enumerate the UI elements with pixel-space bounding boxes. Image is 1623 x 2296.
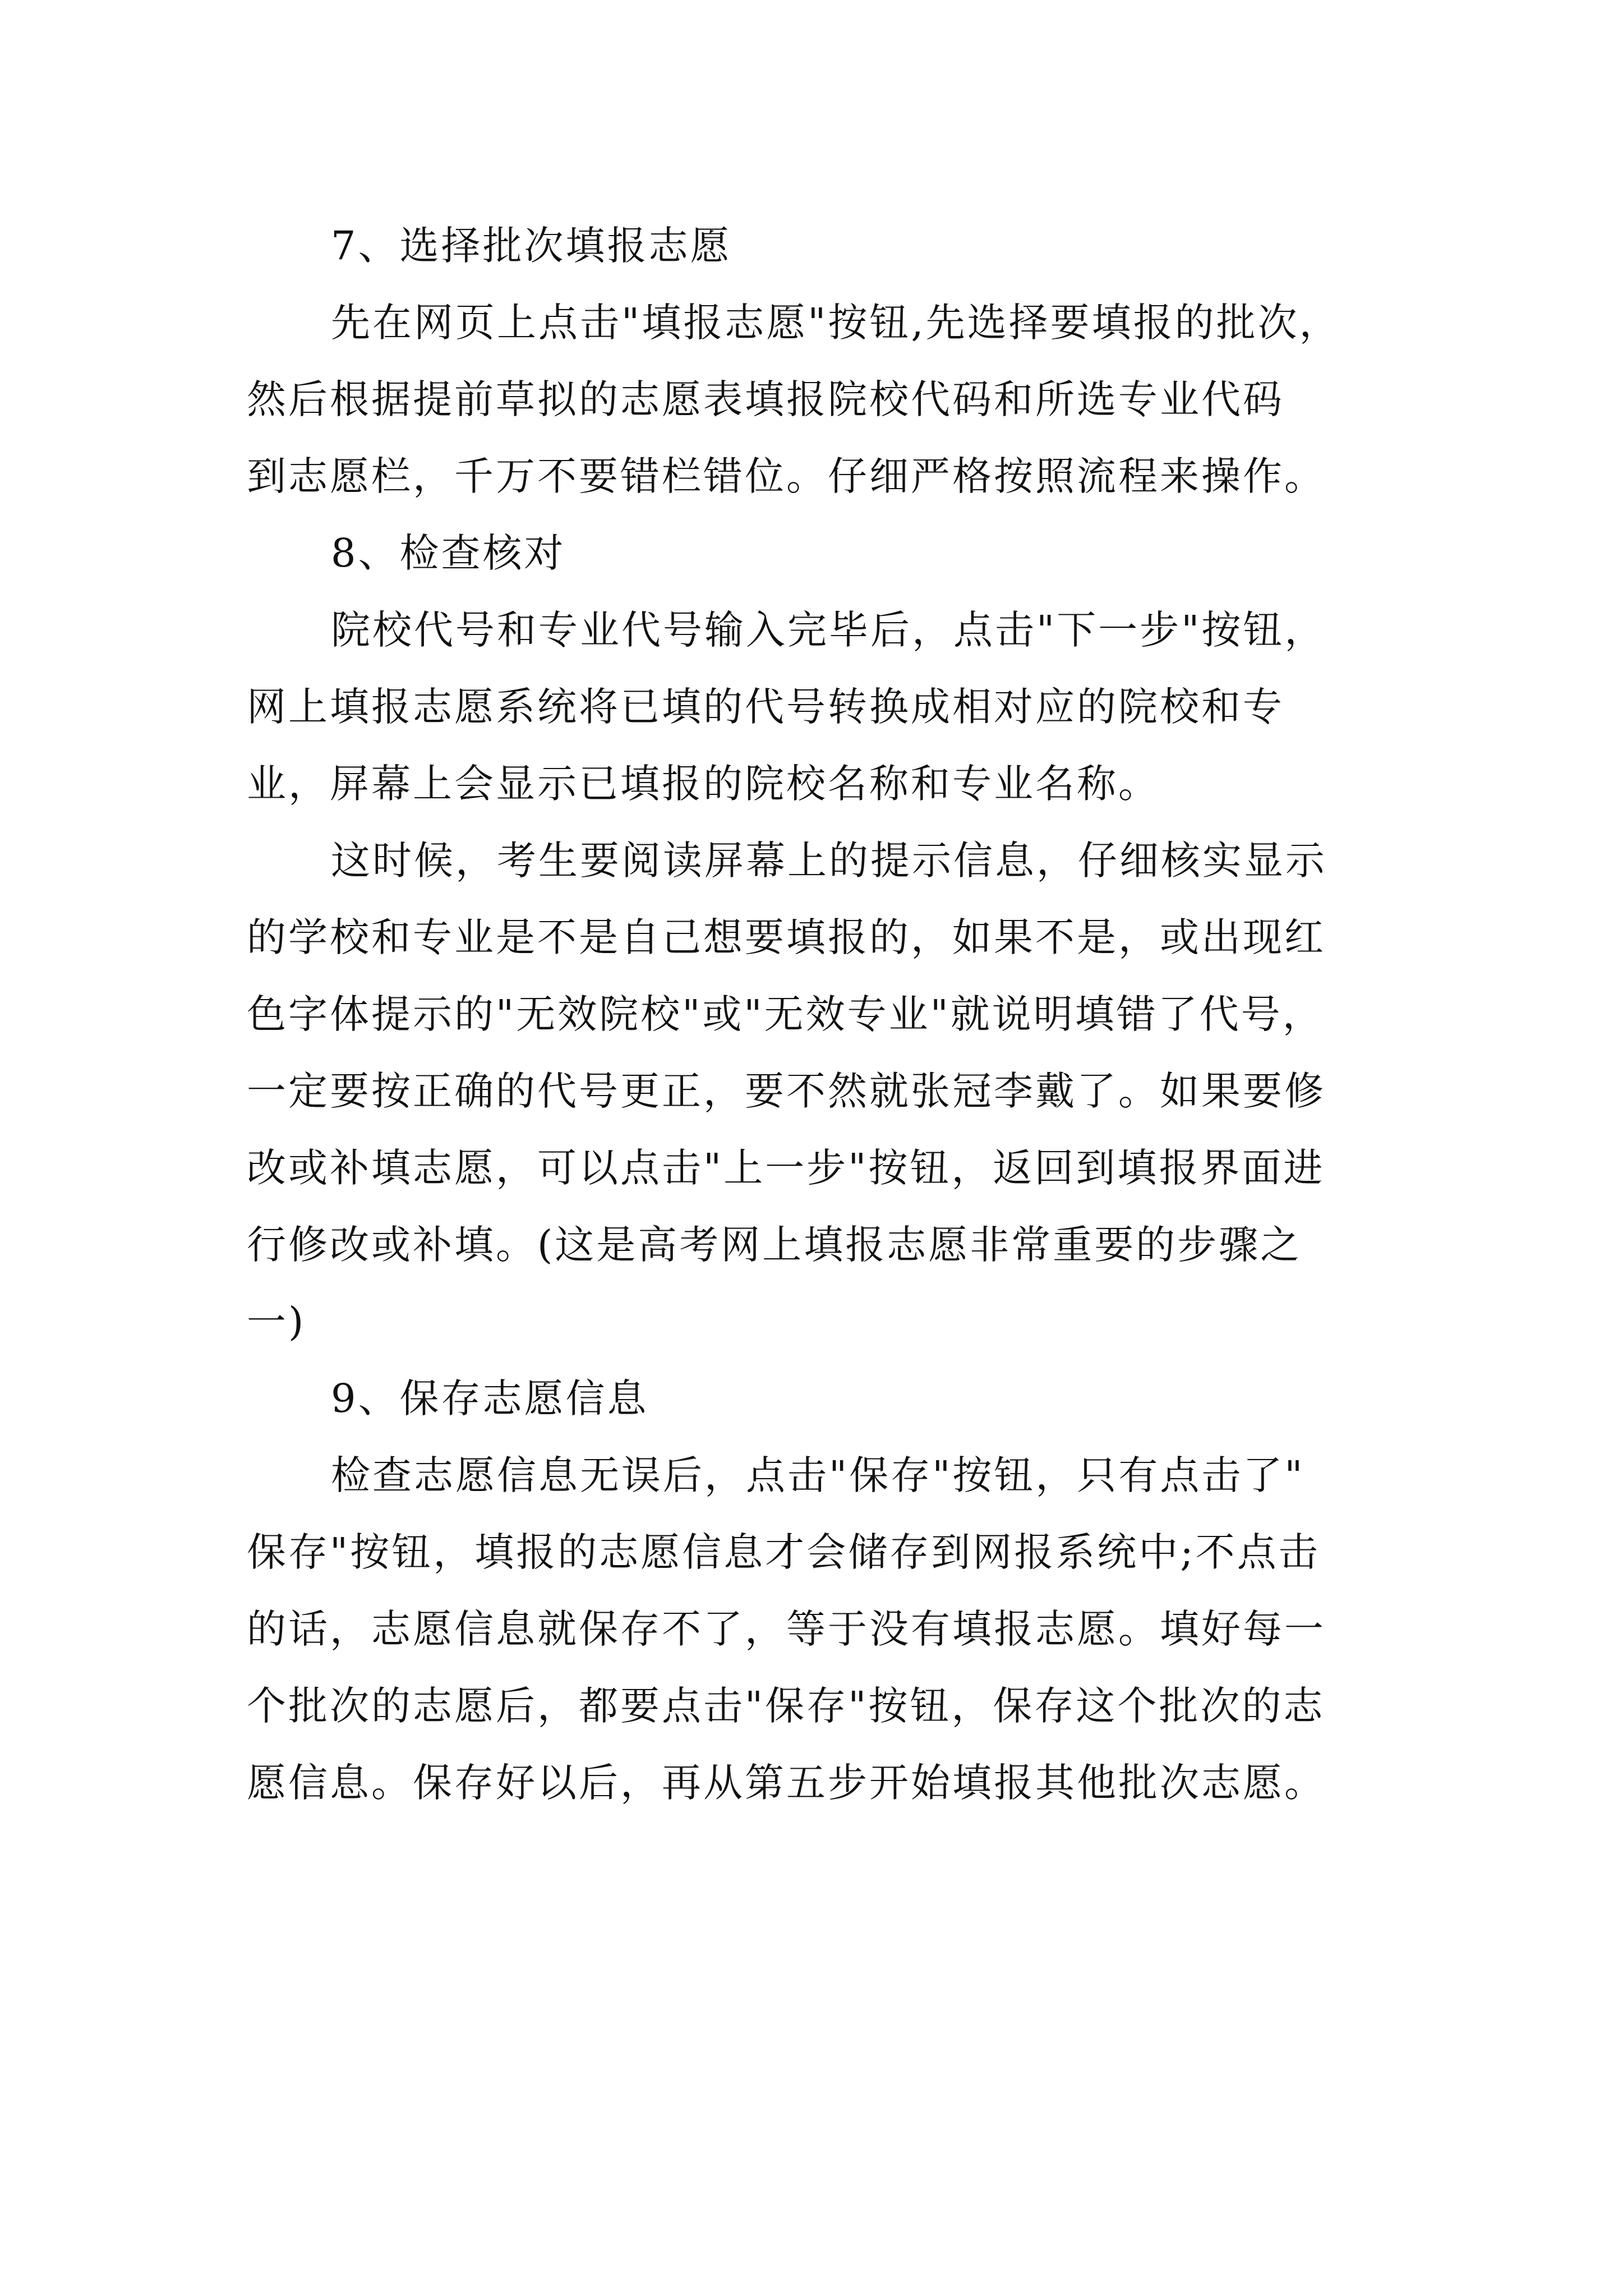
paragraph-line: 色字体提示的"无效院校"或"无效专业"就说明填错了代号，: [247, 991, 1324, 1037]
paragraph-line: 一定要按正确的代号更正，要不然就张冠李戴了。如果要修: [247, 1068, 1326, 1114]
paragraph-line: 行修改或补填。(这是高考网上填报志愿非常重要的步骤之: [247, 1222, 1302, 1268]
section-heading-7: 7、选择批次填报志愿: [331, 223, 732, 269]
section-heading-9: 9、保存志愿信息: [331, 1375, 649, 1421]
paragraph-line: 改或补填志愿，可以点击"上一步"按钮，返回到填报界面进: [247, 1145, 1325, 1191]
paragraph-line: 到志愿栏，千万不要错栏错位。仔细严格按照流程来操作。: [247, 453, 1326, 499]
paragraph-line: 检查志愿信息无误后，点击"保存"按钮，只有点击了": [331, 1452, 1305, 1498]
paragraph-line: 愿信息。保存好以后，再从第五步开始填报其他批次志愿。: [247, 1760, 1326, 1806]
paragraph-line: 保存"按钮，填报的志愿信息才会储存到网报系统中;不点击: [247, 1529, 1320, 1575]
paragraph-line: 网上填报志愿系统将已填的代号转换成相对应的院校和专: [247, 684, 1284, 730]
document-body: [247, 208, 1391, 1821]
paragraph-line: 一): [247, 1299, 306, 1345]
paragraph-line: 业，屏幕上会显示已填报的院校名称和专业名称。: [247, 761, 1160, 807]
paragraph-line: 的话，志愿信息就保存不了，等于没有填报志愿。填好每一: [247, 1606, 1326, 1652]
paragraph-line: 然后根据提前草拟的志愿表填报院校代码和所选专业代码: [247, 376, 1284, 422]
paragraph-line: 这时候，考生要阅读屏幕上的提示信息，仔细核实显示: [331, 838, 1327, 884]
section-heading-8: 8、检查核对: [331, 530, 566, 576]
paragraph-line: 的学校和专业是不是自己想要填报的，如果不是，或出现红: [247, 914, 1326, 960]
paragraph-line: 个批次的志愿后，都要点击"保存"按钮，保存这个批次的志: [247, 1683, 1325, 1729]
paragraph-line: 院校代号和专业代号输入完毕后，点击"下一步"按钮，: [331, 607, 1326, 653]
paragraph-line: 先在网页上点击"填报志愿"按钮,先选择要填报的批次，: [331, 300, 1341, 346]
